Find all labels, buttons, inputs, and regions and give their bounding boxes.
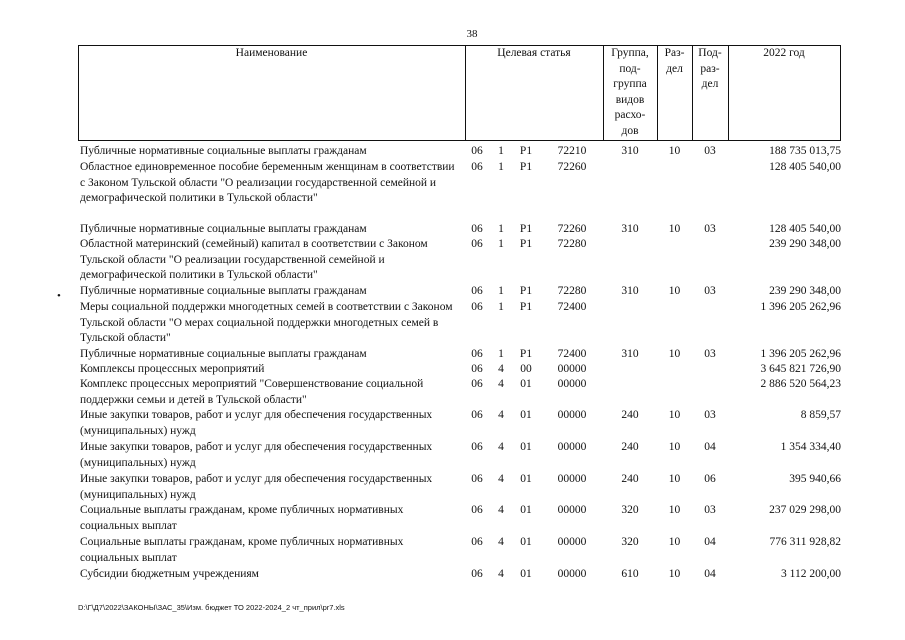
row-c3: P1 xyxy=(519,223,533,235)
row-c1: 06 xyxy=(471,285,483,297)
row-c4: 72280 xyxy=(557,238,587,250)
row-c1: 06 xyxy=(471,504,483,516)
row-c1: 06 xyxy=(471,348,483,360)
row-c3: 01 xyxy=(520,568,532,580)
row-c4: 00000 xyxy=(557,378,587,390)
row-c4: 72400 xyxy=(557,301,587,313)
row-c2: 1 xyxy=(498,223,504,235)
row-c3: 01 xyxy=(520,536,532,548)
row-c4: 72260 xyxy=(557,223,587,235)
row-group: 320 xyxy=(621,536,639,548)
row-c2: 4 xyxy=(498,504,504,516)
row-name: Иные закупки товаров, работ и услуг для обеспечения государственных (муниципальных) нужд xyxy=(80,409,433,437)
row-amount: 239 290 348,00 xyxy=(769,285,841,297)
row-c1: 06 xyxy=(471,473,483,485)
row-group: 310 xyxy=(621,285,639,297)
row-amount: 239 290 348,00 xyxy=(769,238,841,250)
row-c4: 72280 xyxy=(557,285,587,297)
row-section: 10 xyxy=(668,473,681,485)
row-c1: 06 xyxy=(471,363,483,375)
row-amount: 395 940,66 xyxy=(789,473,841,485)
row-c2: 4 xyxy=(498,536,504,548)
row-group: 610 xyxy=(621,568,639,580)
row-name: Публичные нормативные социальные выплаты гражданам xyxy=(80,223,367,235)
row-c4: 00000 xyxy=(557,409,587,421)
row-c4: 72400 xyxy=(557,348,587,360)
row-c2: 4 xyxy=(498,441,504,453)
header-year: 2022 год xyxy=(763,47,805,59)
row-c4: 00000 xyxy=(557,473,587,485)
row-section: 10 xyxy=(668,441,681,453)
row-subsection: 03 xyxy=(704,285,716,297)
row-name: Комплекс процессных мероприятий "Совершенствование социальной поддержки семьи и детей в Тульской области" xyxy=(80,378,424,406)
row-c3: P1 xyxy=(519,285,533,297)
row-c4: 00000 xyxy=(557,536,587,548)
row-c2: 1 xyxy=(498,348,504,360)
row-group: 320 xyxy=(621,504,639,516)
row-c3: 01 xyxy=(520,441,532,453)
row-c3: 00 xyxy=(520,363,532,375)
row-c2: 4 xyxy=(498,409,504,421)
header-section: Раз- дел xyxy=(664,47,685,75)
row-c2: 1 xyxy=(498,161,504,173)
row-c1: 06 xyxy=(471,441,483,453)
row-amount: 8 859,57 xyxy=(800,409,841,421)
row-amount: 3 112 200,00 xyxy=(781,568,841,580)
row-name: Иные закупки товаров, работ и услуг для обеспечения государственных (муниципальных) нужд xyxy=(80,441,433,469)
row-amount: 1 396 205 262,96 xyxy=(760,301,841,313)
row-c3: P1 xyxy=(519,238,533,250)
row-subsection: 04 xyxy=(704,536,716,548)
row-section: 10 xyxy=(668,145,681,157)
row-name: Субсидии бюджетным учреждениям xyxy=(80,568,259,580)
row-c1: 06 xyxy=(471,378,483,390)
row-c3: P1 xyxy=(519,161,533,173)
row-amount: 776 311 928,82 xyxy=(769,536,841,548)
row-section: 10 xyxy=(668,504,681,516)
row-c2: 4 xyxy=(498,568,504,580)
header-border-right xyxy=(840,45,841,141)
row-c2: 4 xyxy=(498,363,504,375)
row-subsection: 03 xyxy=(704,504,716,516)
header-name: Наименование xyxy=(235,47,308,59)
header-group: Группа, под- группа видов расхо- дов xyxy=(611,47,649,137)
row-c3: 01 xyxy=(520,378,532,390)
row-c3: 01 xyxy=(520,409,532,421)
row-name: Социальные выплаты гражданам, кроме публичных нормативных социальных выплат xyxy=(80,504,404,532)
row-section: 10 xyxy=(668,536,681,548)
page-number: 38 xyxy=(466,28,478,40)
row-subsection: 06 xyxy=(704,473,716,485)
header-target: Целевая статья xyxy=(497,47,571,59)
row-c3: 01 xyxy=(520,473,532,485)
row-name: Публичные нормативные социальные выплаты гражданам xyxy=(80,348,367,360)
row-c3: P1 xyxy=(519,145,533,157)
row-c2: 4 xyxy=(498,473,504,485)
row-amount: 1 354 334,40 xyxy=(780,441,841,453)
scan-speck: • xyxy=(57,290,61,302)
row-c3: P1 xyxy=(519,348,533,360)
row-name: Областное единовременное пособие беременным женщинам в соответствии с Законом Тульской области "О реализации государственной семейной и демографической политики в Тульской области" xyxy=(80,161,455,204)
row-name: Иные закупки товаров, работ и услуг для обеспечения государственных (муниципальных) нужд xyxy=(80,473,433,501)
row-amount: 128 405 540,00 xyxy=(769,223,841,235)
row-section: 10 xyxy=(668,285,681,297)
row-name: Комплексы процессных мероприятий xyxy=(80,363,265,375)
row-subsection: 04 xyxy=(704,568,716,580)
row-subsection: 03 xyxy=(704,409,716,421)
row-amount: 128 405 540,00 xyxy=(769,161,841,173)
row-c2: 1 xyxy=(498,145,504,157)
file-path-footer: D:\Г\Д7\2022\ЗАКОНЫ\ЗАС_35\Изм. бюджет ТО 2022-2024_2 чт_прил\pr7.xls xyxy=(78,603,345,612)
row-c4: 00000 xyxy=(557,363,587,375)
row-amount: 237 029 298,00 xyxy=(769,504,841,516)
row-c4: 00000 xyxy=(557,568,587,580)
row-c3: 01 xyxy=(520,504,532,516)
row-c2: 1 xyxy=(498,238,504,250)
row-section: 10 xyxy=(668,223,681,235)
row-group: 310 xyxy=(621,223,639,235)
row-amount: 3 645 821 726,90 xyxy=(760,363,841,375)
row-section: 10 xyxy=(668,348,681,360)
row-c1: 06 xyxy=(471,161,483,173)
row-name: Публичные нормативные социальные выплаты гражданам xyxy=(80,285,367,297)
row-c4: 72260 xyxy=(557,161,587,173)
row-section: 10 xyxy=(668,409,681,421)
row-subsection: 03 xyxy=(704,145,716,157)
row-amount: 2 886 520 564,23 xyxy=(760,378,841,390)
row-name: Социальные выплаты гражданам, кроме публичных нормативных социальных выплат xyxy=(80,536,404,564)
row-amount: 1 396 205 262,96 xyxy=(760,348,841,360)
row-subsection: 03 xyxy=(704,348,716,360)
row-subsection: 04 xyxy=(704,441,716,453)
row-group: 240 xyxy=(621,473,639,485)
row-c1: 06 xyxy=(471,145,483,157)
row-subsection: 03 xyxy=(704,223,716,235)
row-amount: 188 735 013,75 xyxy=(769,145,841,157)
row-group: 310 xyxy=(621,145,639,157)
row-group: 240 xyxy=(621,441,639,453)
row-c2: 1 xyxy=(498,301,504,313)
row-name: Областной материнский (семейный) капитал в соответствии с Законом Тульской области "О реализации государственной семейной и демографической политики в Тульской области" xyxy=(80,238,428,281)
row-c2: 1 xyxy=(498,285,504,297)
row-c1: 06 xyxy=(471,568,483,580)
row-c1: 06 xyxy=(471,238,483,250)
header-subsection: Под- раз- дел xyxy=(698,47,722,90)
row-c1: 06 xyxy=(471,536,483,548)
row-c1: 06 xyxy=(471,223,483,235)
row-c2: 4 xyxy=(498,378,504,390)
row-name: Публичные нормативные социальные выплаты гражданам xyxy=(80,145,367,157)
row-group: 240 xyxy=(621,409,639,421)
row-c4: 00000 xyxy=(557,504,587,516)
row-c4: 00000 xyxy=(557,441,587,453)
row-group: 310 xyxy=(621,348,639,360)
row-c3: P1 xyxy=(519,301,533,313)
row-c1: 06 xyxy=(471,301,483,313)
row-c4: 72210 xyxy=(557,145,587,157)
row-name: Меры социальной поддержки многодетных семей в соответствии с Законом Тульской области "О мерах социальной поддержки многодетных семей в Тульской области" xyxy=(80,301,453,344)
row-section: 10 xyxy=(668,568,681,580)
row-c1: 06 xyxy=(471,409,483,421)
